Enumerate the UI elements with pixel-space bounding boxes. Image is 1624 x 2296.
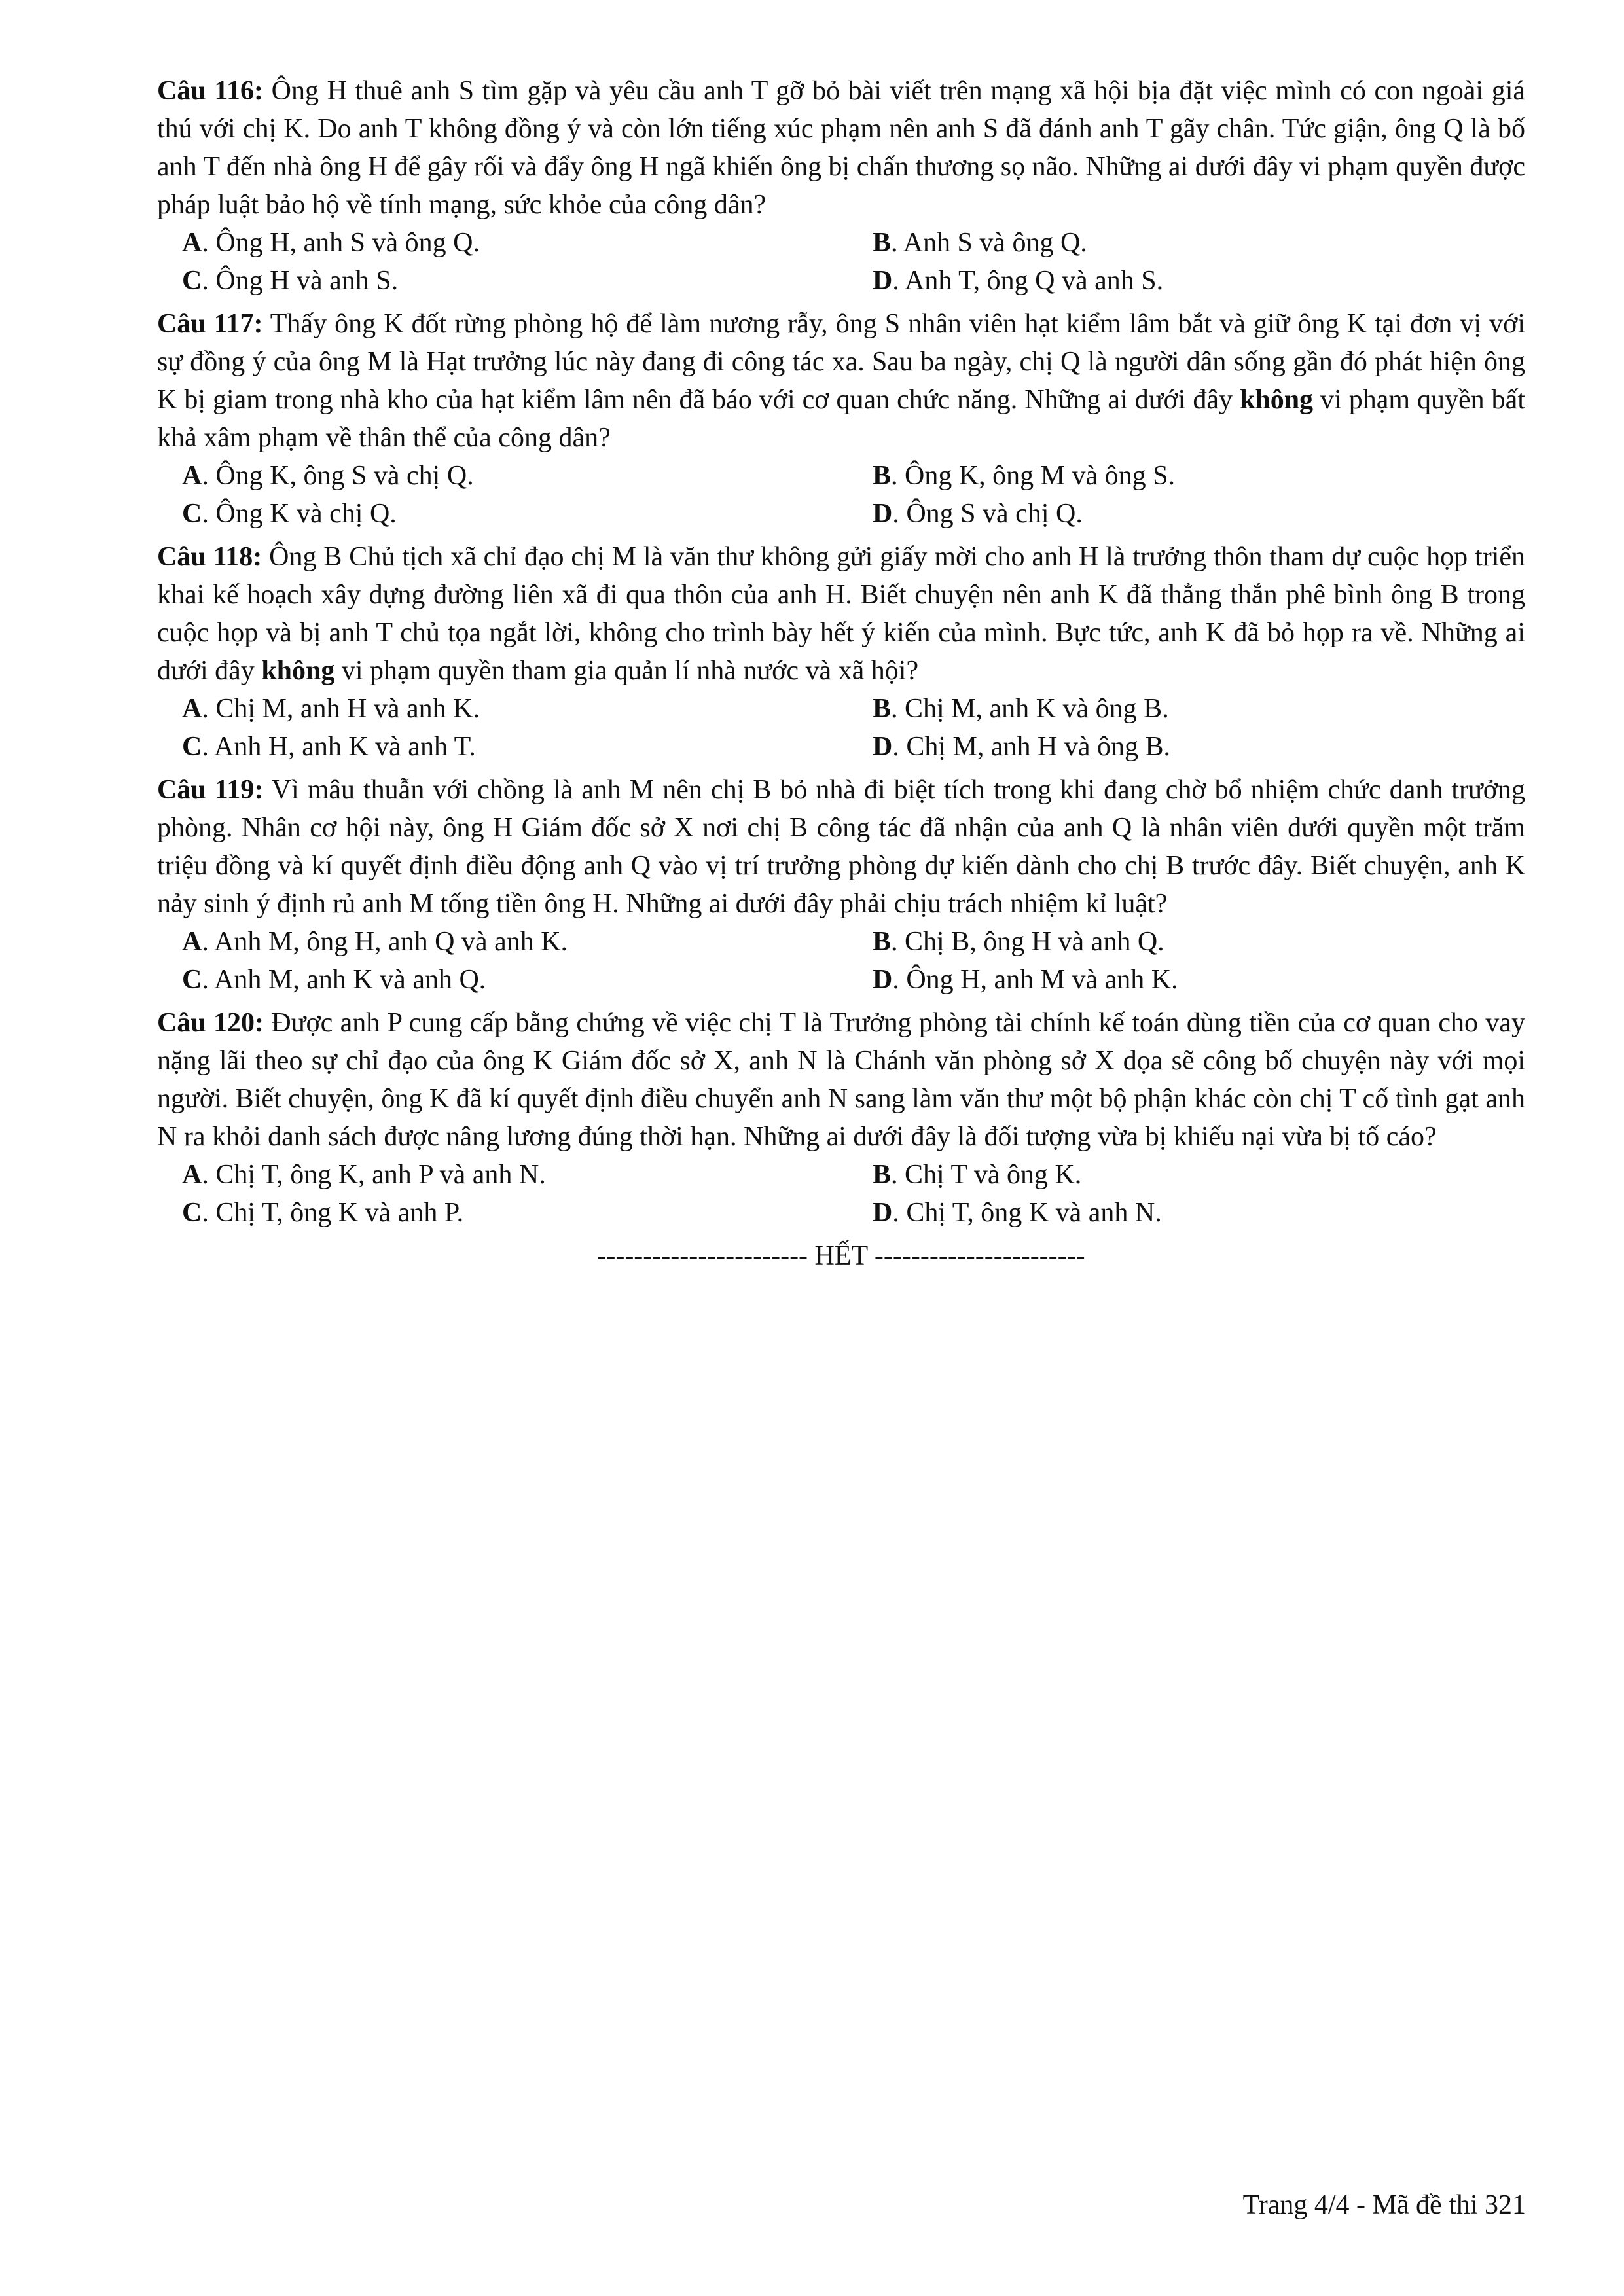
option-text: . Ông K, ông M và ông S. (891, 461, 1176, 491)
question-body: Được anh P cung cấp bằng chứng về việc chị T là Trưởng phòng tài chính kế toán dùng tiền của cơ quan cho vay nặng lãi theo sự chỉ đạo của ông K Giám đốc sở X, anh N là Chánh văn phòng sở X dọa sẽ công bố chuyện này với mọi người. Biết chuyện, ông K đã kí quyết định điều chuyển anh N sang làm văn thư một bộ phận khác còn chị T cố tình gạt anh N ra khỏi danh sách được nâng lương đúng thời hạn. Những ai dưới đây là đối tượng vừa bị khiếu nại vừa bị tố cáo? (157, 1008, 1525, 1152)
option-letter: B (873, 461, 892, 491)
option-text: . Anh T, ông Q và anh S. (892, 266, 1164, 296)
option-d[interactable] (873, 262, 1550, 300)
option-text: . Ông S và chị Q. (892, 499, 1083, 529)
option-text: . Chị T và ông K. (891, 1160, 1082, 1190)
answer-options (157, 923, 1525, 999)
question-label: Câu 116: (157, 76, 263, 106)
question-118 (157, 538, 1525, 766)
option-text: . Chị M, anh H và anh K. (202, 694, 480, 724)
option-c[interactable] (182, 1194, 873, 1232)
option-text: . Chị M, anh H và ông B. (892, 732, 1170, 762)
option-text: . Ông K, ông S và chị Q. (202, 461, 474, 491)
answer-options (157, 457, 1525, 533)
option-text: . Ông H, anh M và anh K. (892, 965, 1178, 995)
question-text (157, 771, 1525, 923)
option-letter: A (182, 461, 202, 491)
question-body-end: vi phạm quyền tham gia quản lí nhà nước và xã hội? (334, 656, 919, 686)
option-d[interactable] (873, 1194, 1550, 1232)
option-letter: C (182, 266, 202, 296)
question-body: Thấy ông K đốt rừng phòng hộ để làm nương rẫy, ông S nhân viên hạt kiểm lâm bắt và giữ ông K tại đơn vị với sự đồng ý của ông M là Hạt trưởng lúc này đang đi công tác xa. Sau ba ngày, chị Q là người dân sống gần đó phát hiện ông K bị giam trong nhà kho của hạt kiểm lâm nên đã báo với cơ quan chức năng. Những ai dưới đây (157, 309, 1525, 415)
option-letter: D (873, 1198, 893, 1228)
option-letter: D (873, 499, 893, 529)
question-119 (157, 771, 1525, 999)
exam-page (157, 72, 1525, 1275)
question-text (157, 305, 1525, 457)
option-text: . Anh H, anh K và anh T. (202, 732, 476, 762)
option-text: . Ông H, anh S và ông Q. (202, 228, 480, 258)
question-label: Câu 117: (157, 309, 263, 339)
option-text: . Chị T, ông K, anh P và anh N. (202, 1160, 546, 1190)
option-letter: B (873, 927, 892, 957)
question-body: Vì mâu thuẫn với chồng là anh M nên chị B bỏ nhà đi biệt tích trong khi đang chờ bổ nhiệm chức danh trưởng phòng. Nhân cơ hội này, ông H Giám đốc sở X nơi chị B công tác đã nhận của anh Q là nhân viên dưới quyền một trăm triệu đồng và kí quyết định điều động anh Q vào vị trí trưởng phòng dự kiến dành cho chị B trước đây. Biết chuyện, anh K nảy sinh ý định rủ anh M tống tiền ông H. Những ai dưới đây phải chịu trách nhiệm kỉ luật? (157, 775, 1526, 919)
option-letter: C (182, 1198, 202, 1228)
emphasis-word: không (1239, 385, 1314, 415)
option-b[interactable] (873, 224, 1550, 262)
question-body: Ông B Chủ tịch xã chỉ đạo chị M là văn thư không gửi giấy mời cho anh H là trưởng thôn tham dự cuộc họp triển khai kế hoạch xây dựng đường liên xã đi qua thôn của anh H. Biết chuyện nên anh K đã thẳng thắn phê bình ông B trong cuộc họp và bị anh T chủ tọa ngắt lời, không cho trình bày hết ý kiến của mình. Bực tức, anh K đã bỏ họp ra về. Những ai dưới đây (157, 542, 1526, 686)
question-text (157, 1004, 1525, 1156)
option-text: . Anh M, anh K và anh Q. (202, 965, 486, 995)
option-c[interactable] (182, 495, 873, 533)
option-letter: B (873, 1160, 892, 1190)
question-120 (157, 1004, 1525, 1232)
option-c[interactable] (182, 961, 873, 999)
option-letter: A (182, 228, 202, 258)
question-body: Ông H thuê anh S tìm gặp và yêu cầu anh T gỡ bỏ bài viết trên mạng xã hội bịa đặt việc mình có con ngoài giá thú với chị K. Do anh T không đồng ý và còn lớn tiếng xúc phạm nên anh S đã đánh anh T gãy chân. Tức giận, ông Q là bố anh T đến nhà ông H để gây rối và đẩy ông H ngã khiến ông bị chấn thương sọ não. Những ai dưới đây vi phạm quyền được pháp luật bảo hộ về tính mạng, sức khỏe của công dân? (157, 76, 1526, 220)
option-text: . Chị B, ông H và anh Q. (891, 927, 1164, 957)
option-text: . Chị M, anh K và ông B. (891, 694, 1169, 724)
question-label: Câu 119: (157, 775, 264, 805)
option-letter: D (873, 732, 893, 762)
end-marker: ----------------------- HẾT ----------------------- (597, 1241, 1085, 1271)
option-text: . Anh M, ông H, anh Q và anh K. (202, 927, 568, 957)
option-letter: A (182, 927, 202, 957)
question-label: Câu 118: (157, 542, 262, 572)
option-a[interactable] (182, 224, 873, 262)
question-label: Câu 120: (157, 1008, 264, 1038)
option-d[interactable] (873, 728, 1550, 766)
question-text (157, 538, 1525, 690)
option-a[interactable] (182, 923, 873, 961)
option-letter: B (873, 694, 892, 724)
option-c[interactable] (182, 262, 873, 300)
emphasis-word: không (261, 656, 335, 686)
option-c[interactable] (182, 728, 873, 766)
option-text: . Anh S và ông Q. (891, 228, 1087, 258)
question-text (157, 72, 1525, 224)
page-footer: Trang 4/4 - Mã đề thi 321 (1242, 2190, 1526, 2220)
option-a[interactable] (182, 457, 873, 495)
question-117 (157, 305, 1525, 533)
option-b[interactable] (873, 457, 1550, 495)
answer-options (157, 1156, 1525, 1232)
option-a[interactable] (182, 1156, 873, 1194)
option-text: . Ông K và chị Q. (202, 499, 397, 529)
option-d[interactable] (873, 961, 1550, 999)
option-letter: D (873, 965, 893, 995)
option-letter: C (182, 965, 202, 995)
option-text: . Chị T, ông K và anh P. (202, 1198, 464, 1228)
answer-options (157, 224, 1525, 300)
option-letter: B (873, 228, 892, 258)
option-b[interactable] (873, 690, 1550, 728)
answer-options (157, 690, 1525, 766)
option-letter: C (182, 499, 202, 529)
option-text: . Ông H và anh S. (202, 266, 399, 296)
option-d[interactable] (873, 495, 1550, 533)
option-letter: A (182, 1160, 202, 1190)
option-a[interactable] (182, 690, 873, 728)
option-letter: A (182, 694, 202, 724)
option-text: . Chị T, ông K và anh N. (892, 1198, 1162, 1228)
question-116 (157, 72, 1525, 300)
option-b[interactable] (873, 1156, 1550, 1194)
option-letter: C (182, 732, 202, 762)
question-body-end: vi phạm quyền bất khả xâm phạm về thân thể của công dân? (157, 385, 1525, 453)
option-b[interactable] (873, 923, 1550, 961)
option-letter: D (873, 266, 893, 296)
